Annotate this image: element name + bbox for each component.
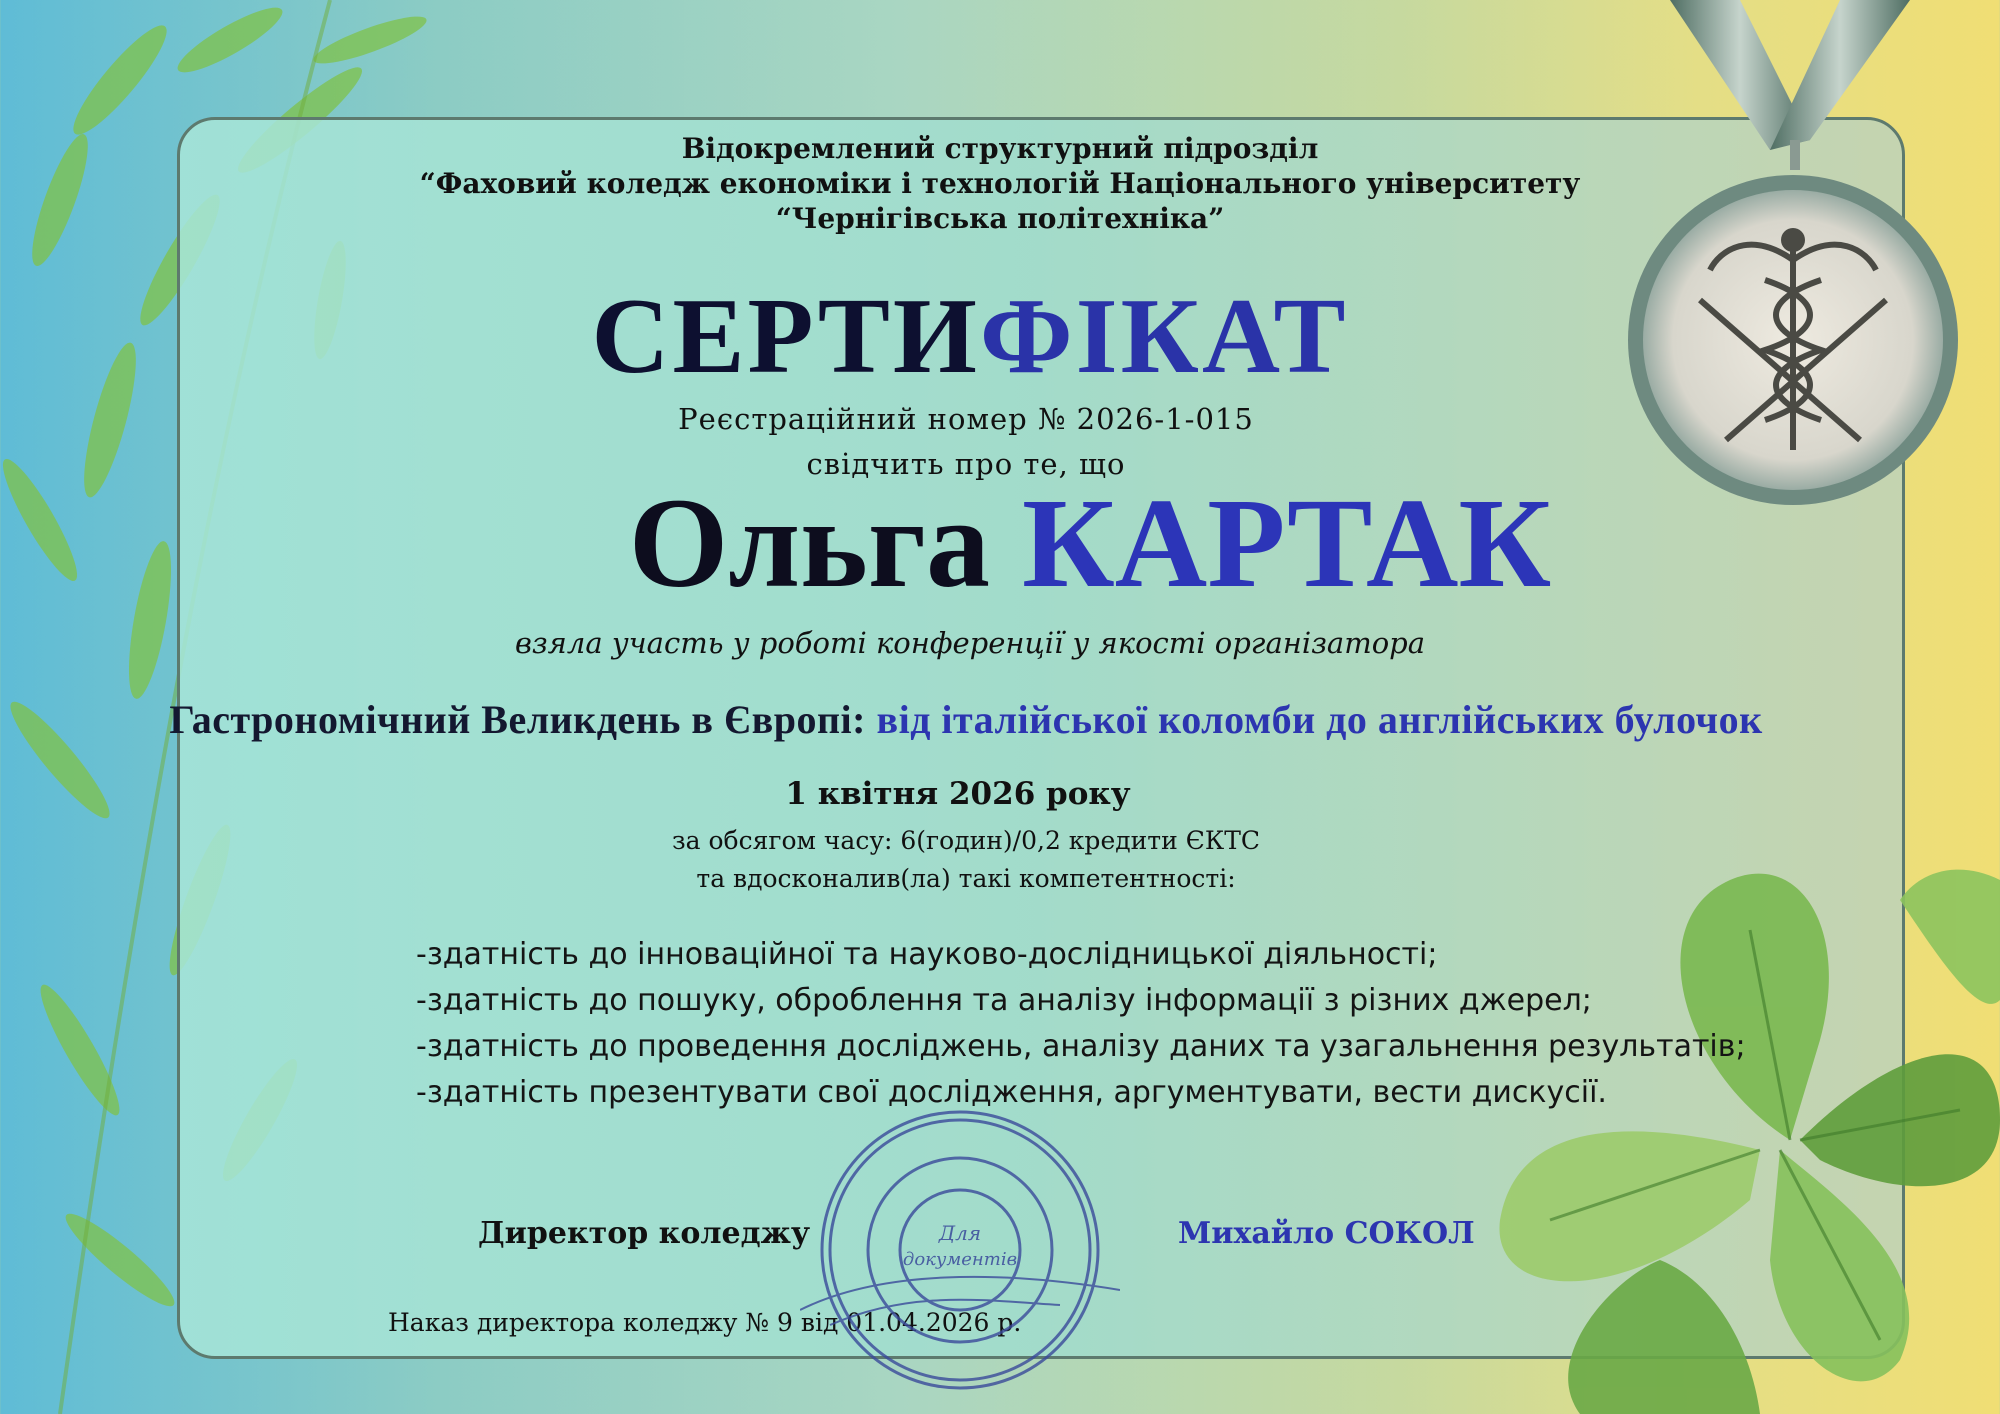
- event-date: 1 квітня 2026 року: [785, 776, 1131, 812]
- recipient-last-name: КАРТАК: [1021, 472, 1552, 614]
- stamp-center-text-2: документів: [902, 1249, 1018, 1270]
- registration-number: Реєстраційний номер № 2026-1-015: [678, 402, 1254, 436]
- participation-role: взяла участь у роботі конференції у якості організатора: [514, 626, 1426, 660]
- conference-topic: [0, 696, 1966, 743]
- title-part-2: ФІКАТ: [979, 277, 1349, 396]
- institution-line-3: “Чернігівська політехніка”: [775, 202, 1225, 235]
- hours-credits: за обсягом часу: 6(годин)/0,2 кредити ЄКТС: [671, 826, 1261, 855]
- competences-list: [416, 932, 1746, 1116]
- list-item: -здатність до інноваційної та науково-дослідницької діяльності;: [416, 937, 1438, 972]
- competences-intro: та вдосконалив(ла) такі компетентності:: [696, 864, 1236, 893]
- stamp-center-text-1: Для: [938, 1221, 982, 1245]
- certifies-text: свідчить про те, що: [806, 447, 1126, 481]
- title-part-1: СЕРТИ: [591, 277, 980, 396]
- signature-name: Михайло СОКОЛ: [1178, 1216, 1475, 1251]
- list-item: -здатність до проведення досліджень, аналізу даних та узагальнення результатів;: [416, 1029, 1746, 1064]
- topic-part-2: від італійської коломби до англійських булочок: [865, 697, 1763, 742]
- order-text: Наказ директора коледжу № 9 від 01.04.2026 р.: [388, 1308, 1022, 1337]
- institution-line-2: “Фаховий коледж економіки і технологій Національного університету: [419, 167, 1581, 200]
- stamp-seal: [800, 1100, 1120, 1400]
- list-item: -здатність презентувати свої дослідження, аргументувати, вести дискусії.: [416, 1075, 1607, 1110]
- certificate-title: [0, 275, 1970, 399]
- institution-line-1: Відокремлений структурний підрозділ: [681, 132, 1319, 165]
- signature-label: Директор коледжу: [478, 1216, 811, 1251]
- recipient-name: [90, 470, 2000, 617]
- list-item: -здатність до пошуку, оброблення та аналізу інформації з різних джерел;: [416, 983, 1592, 1018]
- recipient-first-name: Ольга: [628, 472, 990, 614]
- topic-part-1: Гастрономічний Великдень в Європі:: [169, 697, 866, 742]
- clover-decoration: [1460, 840, 2000, 1414]
